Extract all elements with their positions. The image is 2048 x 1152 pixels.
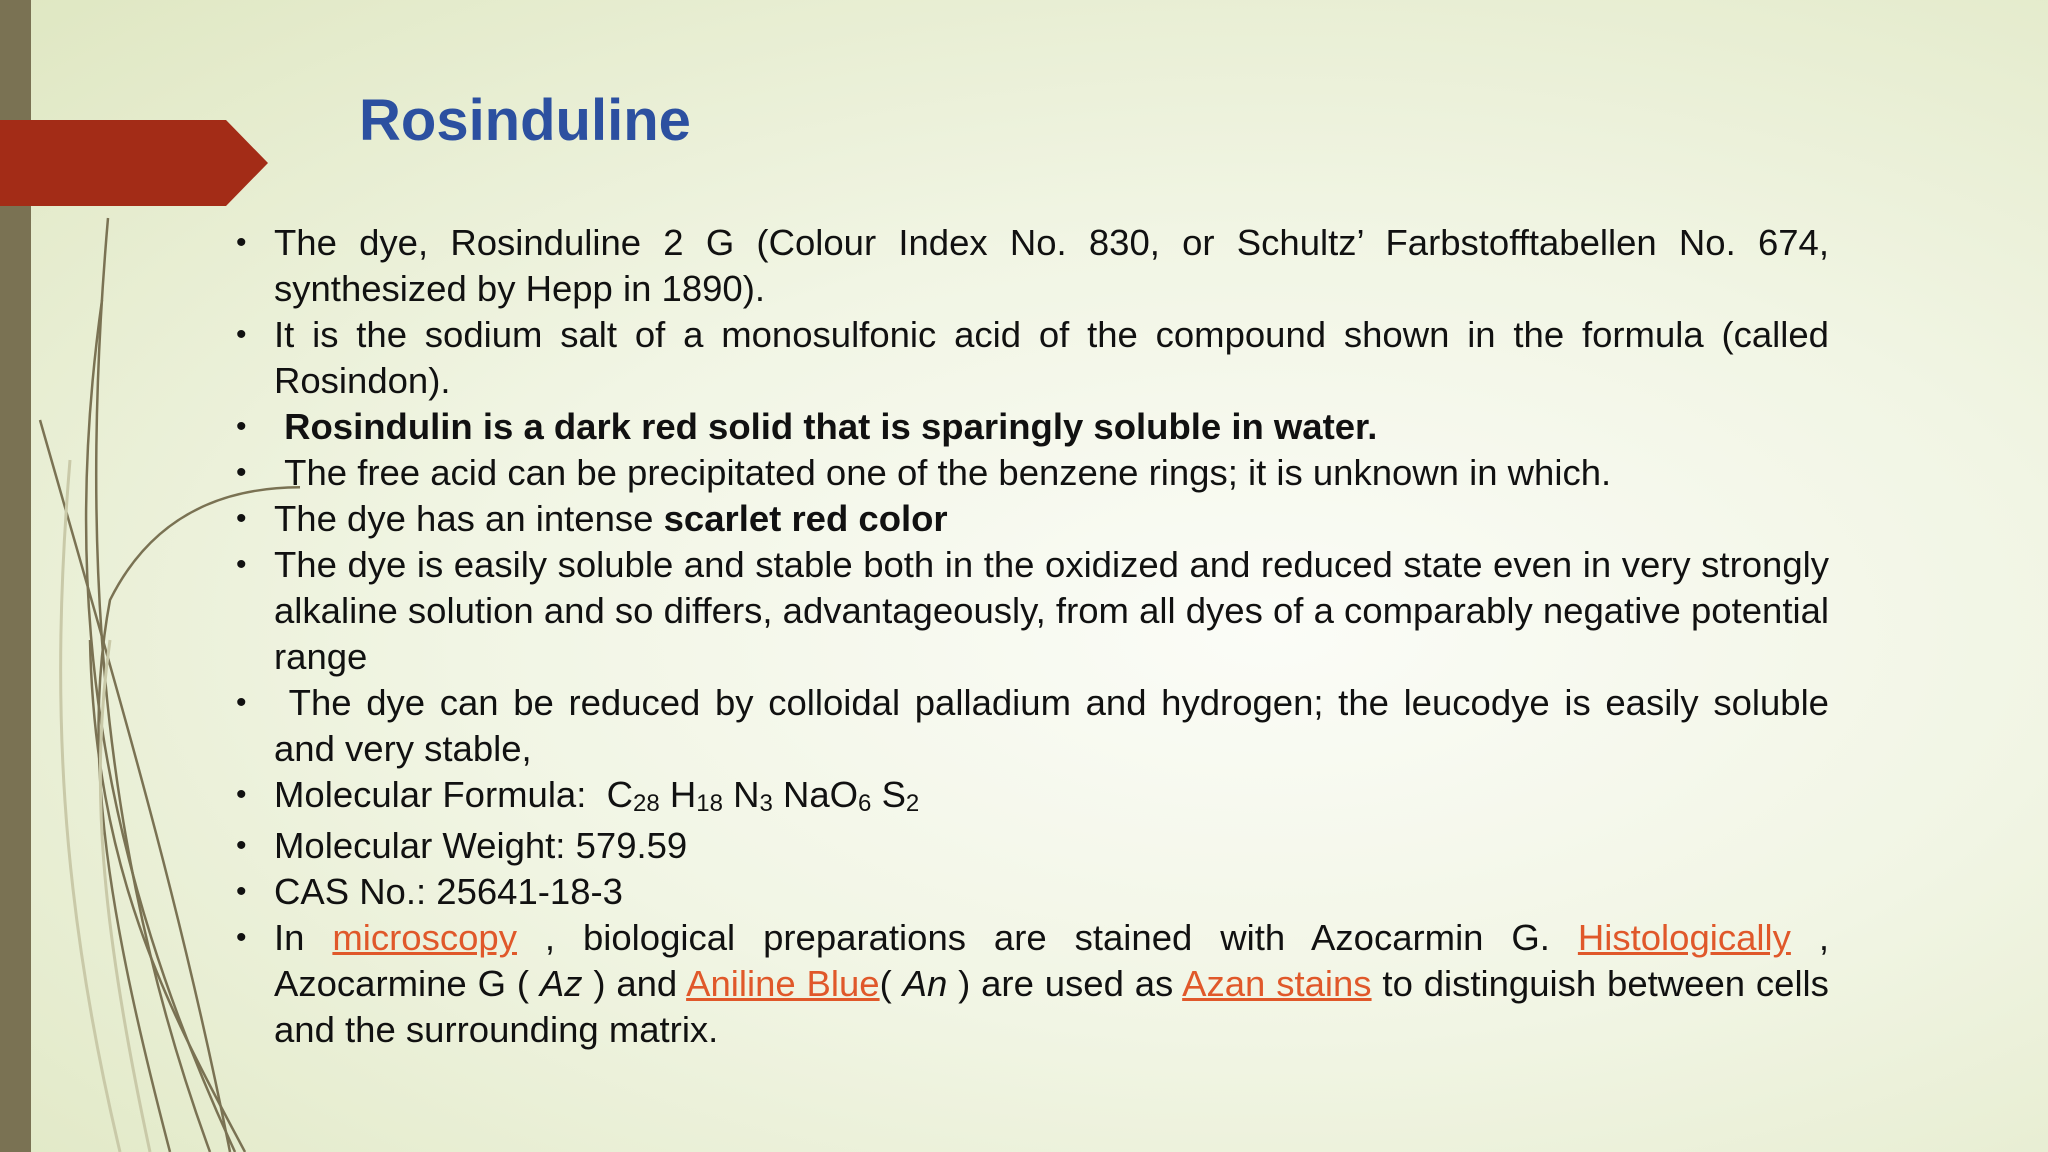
formula-element: N bbox=[733, 774, 760, 815]
link-aniline-blue[interactable]: Aniline Blue bbox=[686, 963, 880, 1004]
bullet-text: , Azocarmine G ( bbox=[274, 917, 1829, 1004]
bullet-text-bold: scarlet red color bbox=[663, 498, 948, 539]
bullet-list bbox=[232, 220, 1829, 1053]
bullet-item bbox=[232, 823, 1829, 869]
bullet-text: The dye has an intense bbox=[274, 498, 654, 539]
bullet-item bbox=[232, 869, 1829, 915]
bullet-text-italic: An bbox=[902, 963, 948, 1004]
bullet-text-italic: Az bbox=[539, 963, 583, 1004]
link-azan-stains[interactable]: Azan stains bbox=[1182, 963, 1372, 1004]
bullet-text: ( bbox=[879, 963, 892, 1004]
formula-subscript: 18 bbox=[696, 790, 723, 817]
bullet-text: The dye, Rosinduline 2 G (Colour Index No. 830, or Schultz’ Farbstofftabellen No. 674, synthesized by Hepp in 1890). bbox=[274, 222, 1829, 309]
formula-element: H bbox=[669, 774, 697, 815]
bullet-item bbox=[232, 680, 1829, 772]
bullet-text: In bbox=[274, 917, 305, 958]
bullet-item bbox=[232, 915, 1829, 1053]
bullet-item bbox=[232, 450, 1829, 496]
bullet-text: ) are used as bbox=[958, 963, 1174, 1004]
bullet-text-bold: Rosindulin is a dark red solid that is sparingly soluble in water. bbox=[284, 406, 1378, 447]
bullet-text: to distinguish between cells and the surrounding matrix. bbox=[274, 963, 1829, 1050]
formula-element: NaO bbox=[782, 774, 859, 815]
molecular-formula bbox=[232, 772, 1829, 823]
bullet-item bbox=[232, 496, 1829, 542]
bullet-text: The dye is easily soluble and stable both in the oxidized and reduced state even in very strongly alkaline solution and so differs, advantageously, from all dyes of a comparably negative potential range bbox=[274, 544, 1829, 677]
bullet-text: The dye can be reduced by colloidal palladium and hydrogen; the leucodye is easily soluble and very stable, bbox=[274, 682, 1829, 769]
formula-element: C bbox=[606, 774, 634, 815]
bullet-text: It is the sodium salt of a monosulfonic acid of the compound shown in the formula (called Rosindon). bbox=[274, 314, 1829, 401]
bullet-text: The free acid can be precipitated one of the benzene rings; it is unknown in which. bbox=[284, 452, 1612, 493]
molecular-weight: Molecular Weight: 579.59 bbox=[274, 825, 688, 866]
formula-subscript: 2 bbox=[905, 790, 920, 817]
bullet-item bbox=[232, 220, 1829, 312]
bullet-item bbox=[232, 404, 1829, 450]
formula-label: Molecular Formula: bbox=[274, 774, 587, 815]
bullet-text: , biological preparations are stained with Azocarmin G. bbox=[544, 917, 1550, 958]
formula-element: S bbox=[881, 774, 906, 815]
formula-subscript: 3 bbox=[759, 790, 773, 817]
formula-subscript: 28 bbox=[633, 790, 660, 817]
link-microscopy[interactable]: microscopy bbox=[332, 917, 517, 958]
cas-number: CAS No.: 25641-18-3 bbox=[274, 871, 623, 912]
slide-title: Rosinduline bbox=[359, 88, 691, 153]
formula-subscript: 6 bbox=[858, 790, 872, 817]
bullet-text: ) and bbox=[593, 963, 678, 1004]
bullet-item bbox=[232, 312, 1829, 404]
arrow-banner bbox=[0, 120, 270, 206]
link-histologically[interactable]: Histologically bbox=[1577, 917, 1791, 958]
bullet-item bbox=[232, 542, 1829, 680]
